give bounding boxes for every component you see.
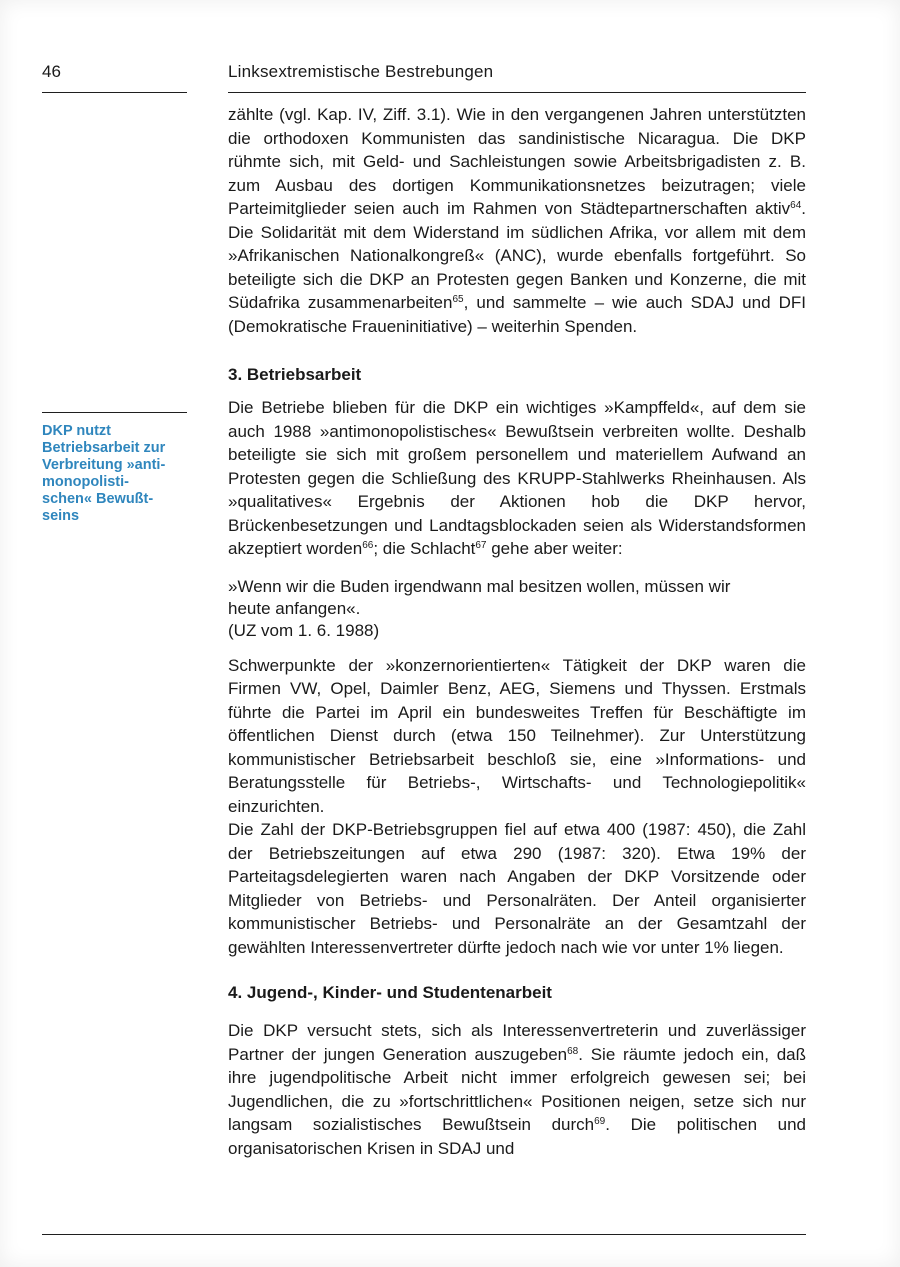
margin-note (42, 423, 192, 525)
quote-text: »Wenn wir die Buden irgendwann mal besitzen wollen, müssen wir heute anfangen«. (228, 576, 731, 618)
text-run: . Sie räumte jedoch ein, daß ihre jugendpolitische Arbeit nicht immer erfolgreich gewesen sei; bei Jugendlichen, die zu »fortschrittlichen« Positionen neigen, setze sich nur langsam sozialistisches Bewußtsein durch (228, 1044, 806, 1134)
margin-note-line: DKP nutzt (42, 423, 112, 439)
footnote-ref: 69 (594, 1116, 606, 1127)
text-run: . Die politischen und organisatorischen Krisen in SDAJ und (228, 1115, 807, 1158)
footnote-ref: 66 (362, 540, 374, 551)
text-run: zählte (vgl. Kap. IV, Ziff. 3.1). Wie in den vergangenen Jahren unterstützten die orthodoxen Kommunisten das sandinistische Nicaragua. Die DKP rühmte sich, mit Geld- und Sachleistungen sowie Arbeitsbrigadisten z. B. zum Ausbau des dortigen Kommunikationsnetzes beizutragen; viele Parteimitglieder seien auch im Rahmen von Städtepartnerschaften aktiv (228, 105, 806, 218)
footnote-ref: 67 (475, 540, 487, 551)
margin-note-line: Verbreitung »anti- (42, 457, 166, 473)
margin-note-line: monopolisti- (42, 474, 129, 490)
margin-note-line: seins (42, 508, 80, 524)
margin-note-rule (42, 412, 187, 413)
main-text-column (228, 103, 806, 1160)
quote-source: (UZ vom 1. 6. 1988) (228, 620, 380, 640)
text-run: gehe aber weiter: (486, 539, 623, 558)
text-run: ; die Schlacht (373, 539, 476, 558)
text-run: Die DKP versucht stets, sich als Interessenvertreterin und zuverlässiger Partner der jungen Generation auszugeben (228, 1021, 806, 1064)
page-number: 46 (42, 62, 61, 81)
text-run: , und sammelte – wie auch SDAJ und DFI (Demokratische Fraueninitiative) – weiterhin Spenden. (228, 293, 806, 336)
margin-note-line: schen« Bewußt- (42, 491, 154, 507)
section3-paragraph-1 (228, 396, 806, 561)
footnote-ref: 68 (567, 1045, 579, 1057)
intro-paragraph (228, 103, 806, 338)
header-rule-right (228, 92, 806, 93)
page-header (42, 62, 804, 92)
running-title: Linksextremistische Bestrebungen (228, 62, 494, 81)
header-rule-left (42, 92, 187, 93)
margin-note-line: Betriebsarbeit zur (42, 440, 166, 456)
section4-paragraph-1 (228, 1019, 806, 1160)
section3-paragraph-3: Die Zahl der DKP-Betriebsgruppen fiel auf etwa 400 (1987: 450), die Zahl der Betriebszeitungen auf etwa 290 (1987: 320). Etwa 19% der Parteitagsdelegierten waren nach Angaben der DKP Vorsitzende oder Mitglieder von Betriebs- und Personalräten. Der Anteil organisierter kommunistischer Betriebs- und Personalräte an der Gesamtzahl der gewählten Interessenvertreter dürfte jedoch nach wie vor unter 1% liegen. (228, 820, 806, 957)
footer-rule (42, 1234, 806, 1235)
footnote-ref: 64 (790, 200, 802, 211)
footnote-ref: 65 (452, 294, 464, 305)
section-heading-betriebsarbeit: 3. Betriebsarbeit (228, 365, 362, 384)
text-run: Die Betriebe blieben für die DKP ein wichtiges »Kampffeld«, auf dem sie auch 1988 »antimonopolistisches« Bewußtsein verbreiten wollte. Deshalb beteiligte sie sich mit großem personellem und materiellem Aufwand an Protesten gegen die Schließung des KRUPP-Stahlwerks Rheinhausen. Als »qualitatives« Ergebnis der Aktionen hob die DKP hervor, Brückenbesetzungen und Landtagsblockaden seien als Widerstandsformen akzeptiert worden (228, 398, 806, 558)
block-quote (228, 576, 776, 642)
section-heading-jugendarbeit: 4. Jugend-, Kinder- und Studentenarbeit (228, 983, 552, 1002)
text-run: . Die Solidarität mit dem Widerstand im südlichen Afrika, vor allem mit dem »Afrikanischen Nationalkongreß« (ANC), wurde ebenfalls fortgeführt. So beteiligte sich die DKP an Protesten gegen Banken und Konzerne, die mit Südafrika zusammenarbeiten (228, 199, 806, 312)
section3-paragraph-2: Schwerpunkte der »konzernorientierten« Tätigkeit der DKP waren die Firmen VW, Opel, Daimler Benz, AEG, Siemens und Thyssen. Erstmals führte die Partei im April ein bundesweites Treffen für Beschäftigte im öffentlichen Dienst durch (etwa 150 Teilnehmer). Zur Unterstützung kommunistischer Betriebsarbeit beschloß sie, eine »Informations- und Beratungsstelle für Betriebs-, Wirtschafts- und Technologiepolitik« einzurichten. (228, 655, 806, 816)
